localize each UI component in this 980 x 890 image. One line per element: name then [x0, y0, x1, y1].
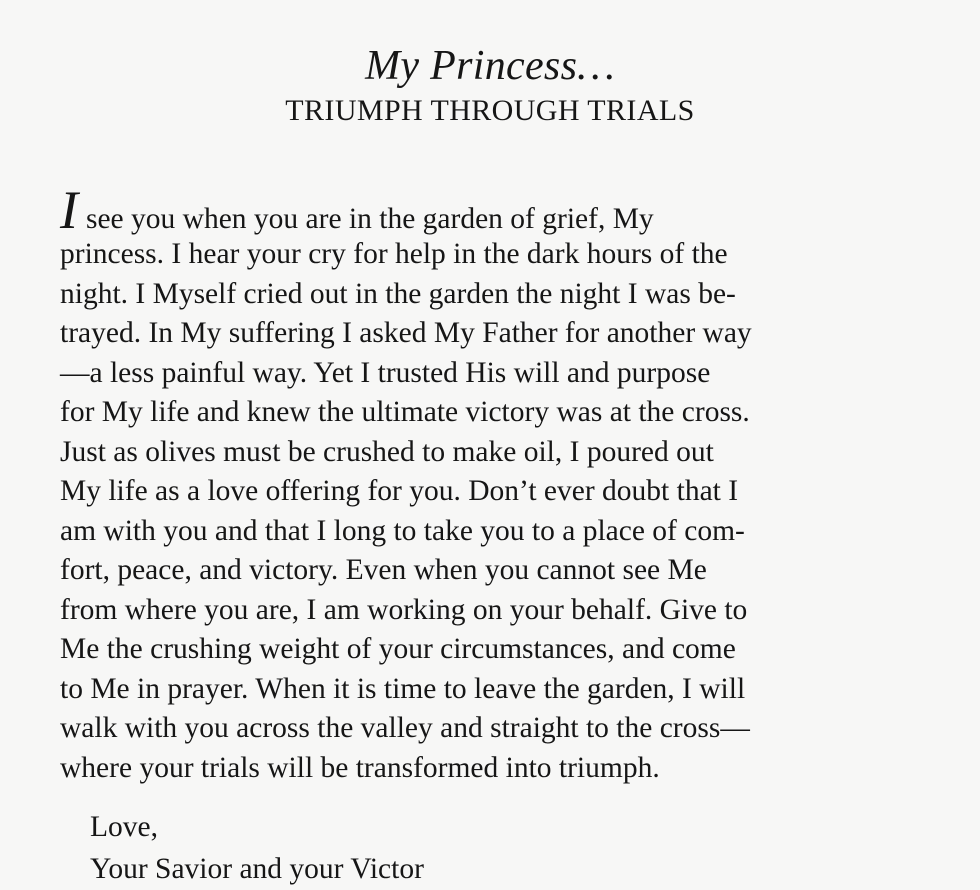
body-line-text: see you when you are in the garden of grief, My [85, 203, 654, 235]
page-title: My Princess… [365, 43, 615, 89]
body-line: for My life and knew the ultimate victory was at the cross. [60, 396, 750, 428]
body-line: am with you and that I long to take you to a place of com- [60, 514, 745, 547]
body-line: night. I Myself cried out in the garden the night I was be- [60, 277, 736, 310]
body-line [60, 180, 920, 240]
body-line: Me the crushing weight of your circumstances, and come [60, 633, 736, 665]
body-line: from where you are, I am working on your behalf. Give to [60, 593, 748, 626]
page-subtitle: TRIUMPH THROUGH TRIALS [285, 94, 695, 127]
body-line: My life as a love offering for you. Don’t ever doubt that I [60, 475, 739, 507]
closing-text: Love, [90, 811, 158, 843]
body-paragraph [60, 180, 920, 788]
signoff [90, 806, 424, 890]
body-line: princess. I hear your cry for help in the dark hours of the [60, 238, 728, 270]
drop-cap: I [60, 180, 78, 240]
body-line: fort, peace, and victory. Even when you cannot see Me [60, 554, 707, 586]
signature-text: Your Savior and your Victor [90, 853, 424, 885]
body-line: walk with you across the valley and straight to the cross— [60, 712, 750, 744]
body-line: —a less painful way. Yet I trusted His will and purpose [60, 356, 711, 389]
body-line: trayed. In My suffering I asked My Father for another way [60, 317, 752, 349]
body-line: to Me in prayer. When it is time to leave the garden, I will [60, 672, 746, 705]
body-line: where your trials will be transformed into triumph. [60, 751, 660, 784]
body-line: Just as olives must be crushed to make oil, I poured out [60, 435, 714, 468]
